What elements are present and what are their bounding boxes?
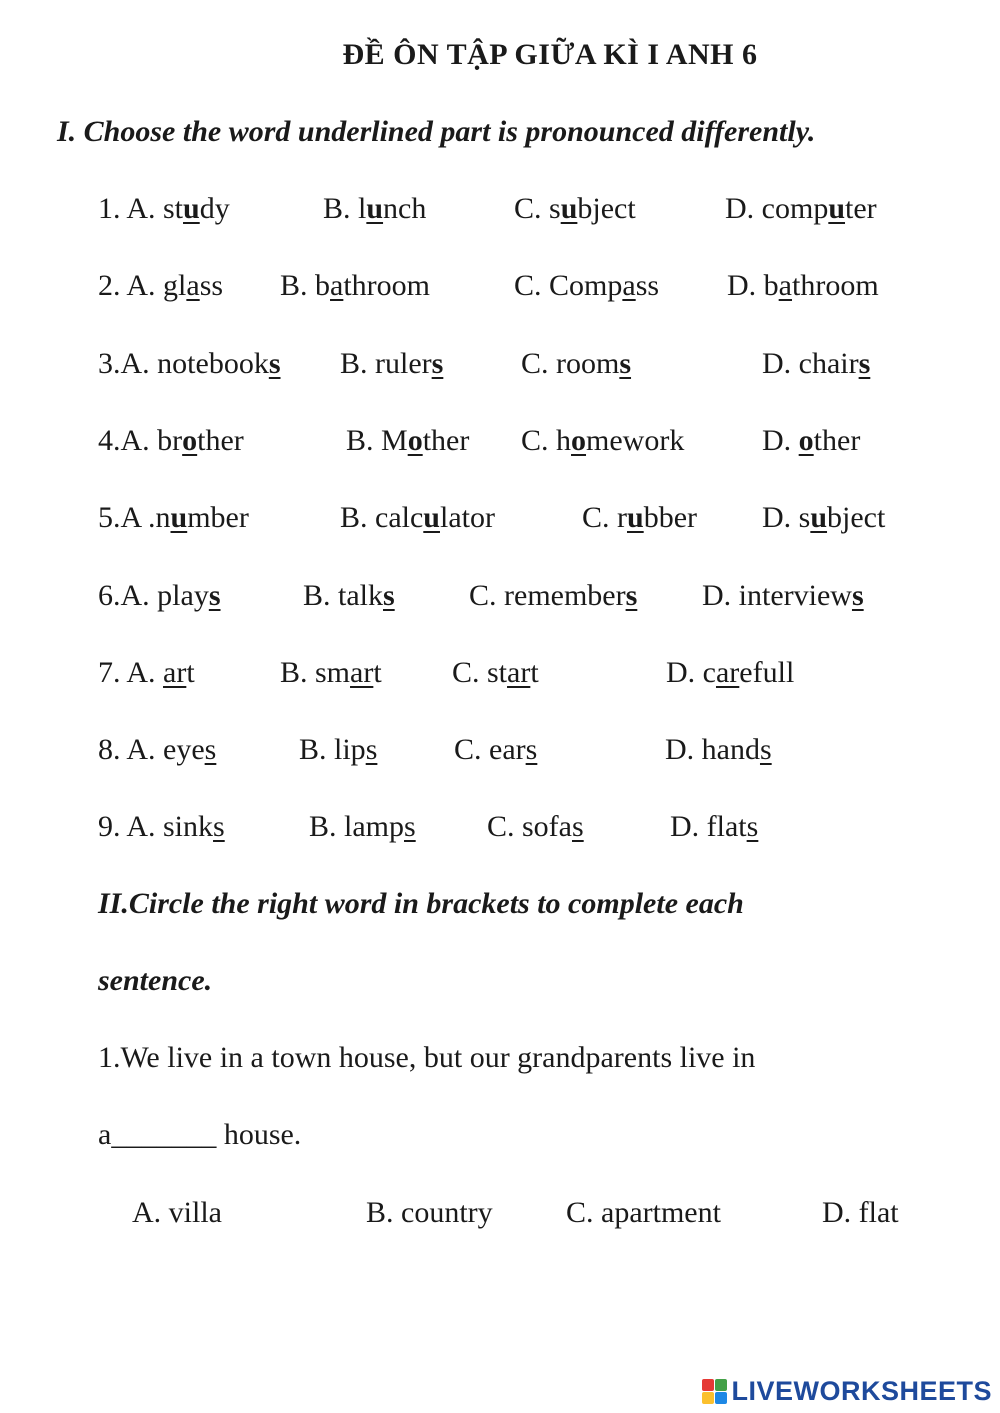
liveworksheets-logo-text: LIVEWORKSHEETS xyxy=(731,1376,992,1406)
q9-option-d[interactable] xyxy=(670,810,758,844)
underlined-sound: s xyxy=(431,347,444,380)
section-1-heading: I. Choose the word underlined part is pronounced differently. xyxy=(57,115,816,148)
q7-option-b[interactable] xyxy=(280,656,382,690)
option-text: C. remember xyxy=(469,579,626,612)
underlined-sound: a xyxy=(778,269,792,302)
underlined-sound: o xyxy=(407,424,423,457)
liveworksheets-logo-icon xyxy=(702,1379,727,1404)
option-text: D. interview xyxy=(702,579,852,612)
q3-option-b[interactable] xyxy=(340,347,443,381)
q3-option-c[interactable] xyxy=(521,347,631,381)
underlined-sound: s xyxy=(404,810,416,843)
option-text: nch xyxy=(383,192,427,225)
option-text: 2. A. gl xyxy=(98,269,187,302)
option-text: D. c xyxy=(666,656,716,689)
q4-option-c[interactable] xyxy=(521,424,684,458)
underlined-sound: u xyxy=(828,192,846,225)
q9-option-a[interactable] xyxy=(98,810,225,844)
underlined-sound: s xyxy=(383,579,395,612)
underlined-sound: o xyxy=(798,424,814,457)
option-text: dy xyxy=(199,192,230,225)
q5-option-d[interactable] xyxy=(762,501,885,535)
option-text: 5.A .n xyxy=(98,501,171,534)
option-text: B. l xyxy=(323,192,367,225)
option-text: bject xyxy=(827,501,886,534)
section-2-heading-line2: sentence. xyxy=(98,964,213,997)
q7-option-a[interactable] xyxy=(98,656,195,690)
option-text: mework xyxy=(586,424,685,457)
underlined-sound: s xyxy=(858,347,871,380)
option-text: bber xyxy=(643,501,697,534)
underlined-sound: u xyxy=(560,192,578,225)
underlined-sound: s xyxy=(268,347,281,380)
option-text: mber xyxy=(187,501,249,534)
q4-option-d[interactable] xyxy=(762,424,860,458)
q7-option-c[interactable] xyxy=(452,656,539,690)
q2-option-a[interactable] xyxy=(98,269,223,303)
option-text: D. hand xyxy=(665,733,760,766)
q1-option-b[interactable] xyxy=(323,192,426,226)
q4-option-a[interactable] xyxy=(98,424,244,458)
option-text: C. r xyxy=(582,501,627,534)
q8-option-a[interactable] xyxy=(98,733,216,767)
option-text: 7. A. xyxy=(98,656,164,689)
q6-option-b[interactable] xyxy=(303,579,395,613)
underlined-sound: s xyxy=(619,347,632,380)
underlined-sound: u xyxy=(366,192,384,225)
q6-option-a[interactable] xyxy=(98,579,221,613)
option-text: ther xyxy=(197,424,244,457)
option-text: 9. A. sink xyxy=(98,810,214,843)
q6-option-c[interactable] xyxy=(469,579,637,613)
q2-option-b[interactable] xyxy=(280,269,430,303)
q7-option-d[interactable] xyxy=(666,656,794,690)
underlined-sound: ar xyxy=(507,656,531,689)
underlined-sound: u xyxy=(183,192,200,225)
question-1-blank-line: a_______ house. xyxy=(98,1118,302,1151)
option-text: D. flat xyxy=(670,810,747,843)
option-text: 3.A. notebook xyxy=(98,347,269,380)
option-text: D. b xyxy=(727,269,779,302)
option-text: bject xyxy=(577,192,636,225)
underlined-sound: u xyxy=(423,501,440,534)
answer-option-c[interactable]: C. apartment xyxy=(566,1196,721,1229)
underlined-sound: s xyxy=(572,810,584,843)
option-text: D. s xyxy=(762,501,811,534)
option-text: B. b xyxy=(280,269,331,302)
option-text: B. calc xyxy=(340,501,424,534)
q3-option-d[interactable] xyxy=(762,347,870,381)
q3-option-a[interactable] xyxy=(98,347,281,381)
underlined-sound: s xyxy=(759,733,772,766)
option-text: D. comp xyxy=(725,192,829,225)
q1-option-c[interactable] xyxy=(514,192,636,226)
option-text: ter xyxy=(845,192,877,225)
underlined-sound: s xyxy=(525,733,538,766)
option-text: B. sm xyxy=(280,656,351,689)
section-2-heading-line1: II.Circle the right word in brackets to complete each xyxy=(98,887,744,920)
q8-option-b[interactable] xyxy=(299,733,377,767)
option-text: 1. A. st xyxy=(98,192,184,225)
q5-option-c[interactable] xyxy=(582,501,697,535)
underlined-sound: s xyxy=(625,579,638,612)
q4-option-b[interactable] xyxy=(346,424,469,458)
q6-option-d[interactable] xyxy=(702,579,864,613)
underlined-sound: s xyxy=(746,810,759,843)
option-text: t xyxy=(186,656,195,689)
underlined-sound: o xyxy=(182,424,198,457)
q9-option-b[interactable] xyxy=(309,810,416,844)
worksheet-title: ĐỀ ÔN TẬP GIỮA KÌ I ANH 6 xyxy=(342,38,758,71)
option-text: t xyxy=(373,656,382,689)
option-text: throom xyxy=(343,269,431,302)
underlined-sound: a xyxy=(622,269,636,302)
option-text: D. xyxy=(762,424,799,457)
liveworksheets-logo xyxy=(702,1376,992,1407)
underlined-sound: a xyxy=(186,269,200,302)
option-text: D. chair xyxy=(762,347,859,380)
underlined-sound: u xyxy=(170,501,188,534)
q2-option-d[interactable] xyxy=(727,269,879,303)
underlined-sound: u xyxy=(627,501,644,534)
option-text: C. s xyxy=(514,192,561,225)
option-text: 6.A. play xyxy=(98,579,209,612)
underlined-sound: ar xyxy=(163,656,187,689)
answer-option-d[interactable]: D. flat xyxy=(822,1196,899,1229)
answer-option-b[interactable]: B. country xyxy=(366,1196,493,1229)
option-text: C. h xyxy=(521,424,572,457)
underlined-sound: ar xyxy=(715,656,740,689)
option-text: B. lamp xyxy=(309,810,404,843)
underlined-sound: s xyxy=(851,579,864,612)
q8-option-d[interactable] xyxy=(665,733,772,767)
q9-option-c[interactable] xyxy=(487,810,584,844)
option-text: ther xyxy=(422,424,470,457)
underlined-sound: a xyxy=(330,269,344,302)
option-text: B. ruler xyxy=(340,347,432,380)
option-text: C. Comp xyxy=(514,269,623,302)
option-text: B. M xyxy=(346,424,408,457)
underlined-sound: s xyxy=(204,733,217,766)
option-text: ther xyxy=(813,424,861,457)
underlined-sound: o xyxy=(571,424,587,457)
option-text: B. talk xyxy=(303,579,383,612)
option-text: C. sofa xyxy=(487,810,572,843)
q1-option-a[interactable] xyxy=(98,192,230,226)
q8-option-c[interactable] xyxy=(454,733,537,767)
answer-option-a[interactable]: A. villa xyxy=(132,1196,222,1229)
option-text: 4.A. br xyxy=(98,424,183,457)
underlined-sound: s xyxy=(213,810,225,843)
option-text: t xyxy=(530,656,539,689)
option-text: C. st xyxy=(452,656,508,689)
option-text: efull xyxy=(739,656,795,689)
option-text: C. ear xyxy=(454,733,526,766)
option-text: ss xyxy=(635,269,660,302)
option-text: ss xyxy=(199,269,224,302)
option-text: C. room xyxy=(521,347,620,380)
option-text: 8. A. eye xyxy=(98,733,205,766)
option-text: lator xyxy=(439,501,495,534)
underlined-sound: u xyxy=(810,501,828,534)
question-1-text: 1.We live in a town house, but our grandparents live in xyxy=(98,1041,756,1074)
q5-option-b[interactable] xyxy=(340,501,495,535)
underlined-sound: s xyxy=(365,733,378,766)
q5-option-a[interactable] xyxy=(98,501,249,535)
underlined-sound: ar xyxy=(350,656,374,689)
underlined-sound: s xyxy=(208,579,221,612)
q2-option-c[interactable] xyxy=(514,269,659,303)
option-text: throom xyxy=(792,269,879,302)
option-text: B. lip xyxy=(299,733,366,766)
q1-option-d[interactable] xyxy=(725,192,877,226)
